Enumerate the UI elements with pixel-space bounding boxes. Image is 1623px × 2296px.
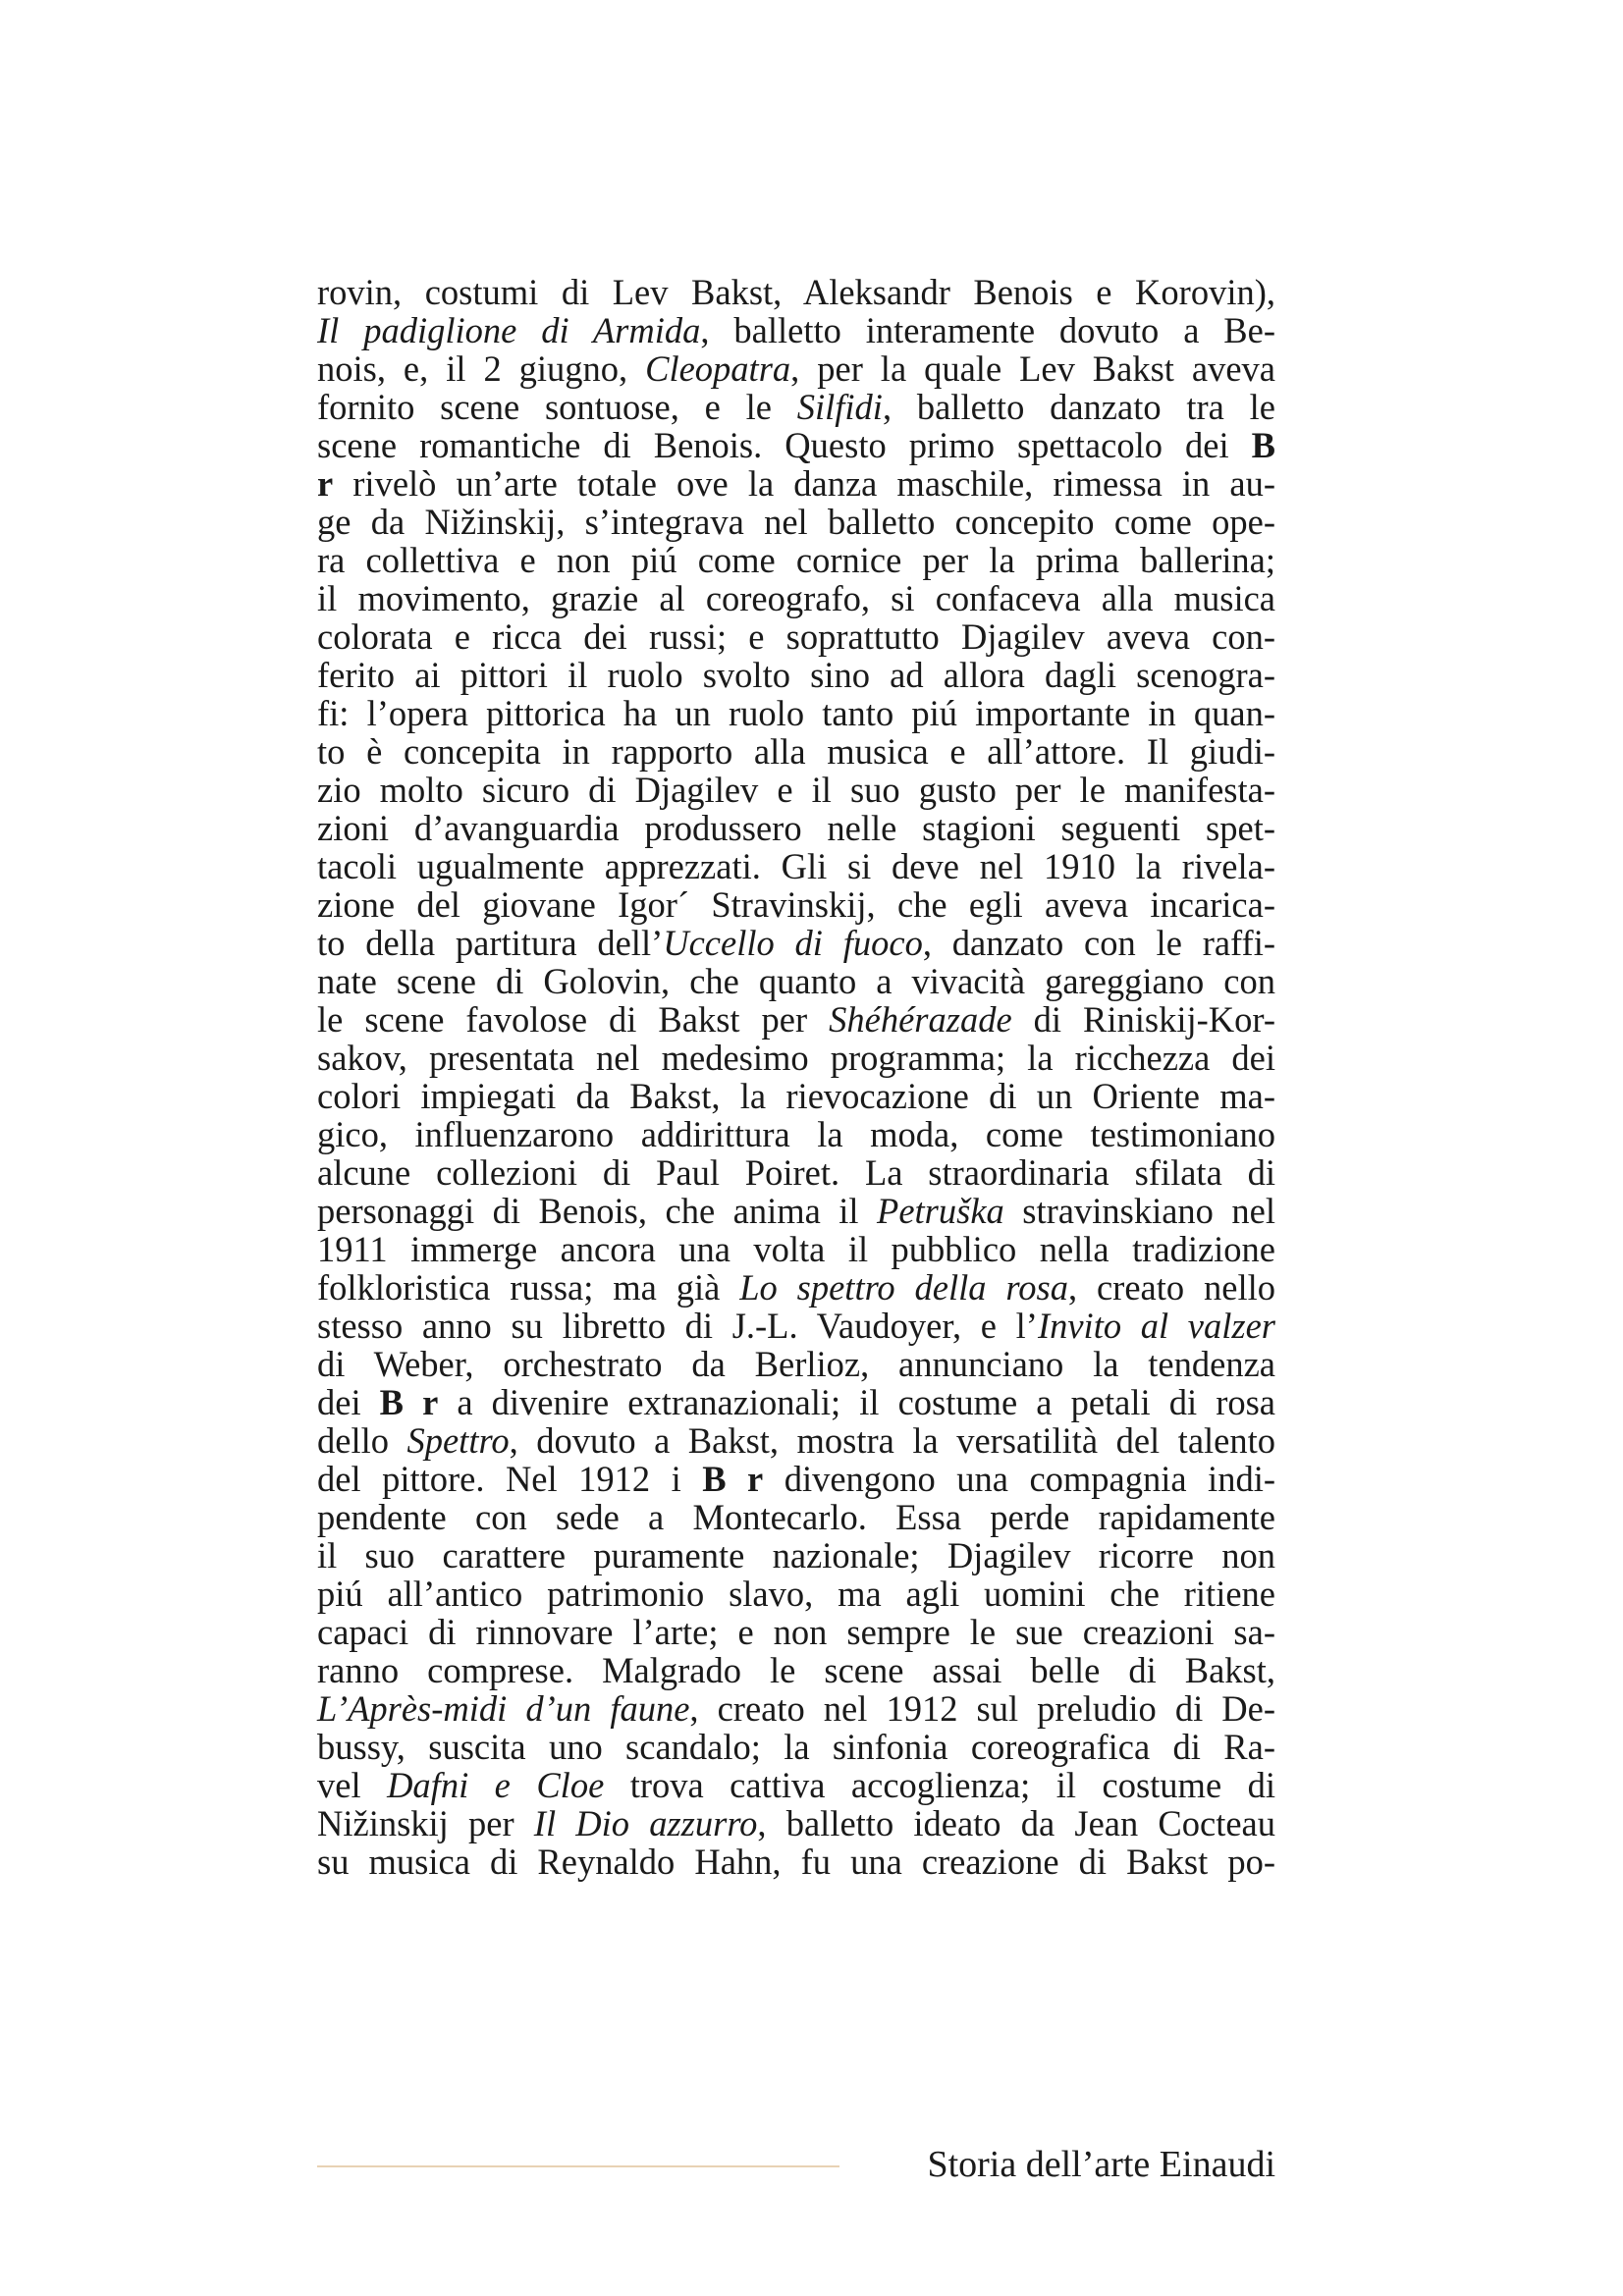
text-run: ra collettiva e non piú come cornice per la prima ballerina; — [317, 540, 1275, 580]
text-run: piú all’antico patrimonio slavo, ma agli uomini che ritiene — [317, 1574, 1275, 1614]
text-run: ferito ai pittori il ruolo svolto sino ad allora dagli scenogra- — [317, 655, 1275, 695]
text-line — [317, 1153, 1275, 1192]
text-line — [317, 1575, 1275, 1613]
text-line — [317, 1307, 1275, 1345]
text-run: zione del giovane Igor´ Stravinskij, che egli aveva incarica- — [317, 884, 1275, 925]
italic-title: L’Après-midi d’un faune — [317, 1688, 690, 1729]
text-run: rivelò un’arte totale ove la danza maschile, rimessa in au- — [333, 463, 1275, 504]
text-line — [317, 809, 1275, 847]
text-run: , balletto interamente dovuto a Be- — [700, 310, 1276, 350]
text-run: , balletto danzato tra le — [882, 387, 1275, 427]
text-run: Nižinskij per — [317, 1803, 534, 1843]
text-line — [317, 541, 1275, 579]
text-line — [317, 1651, 1275, 1689]
text-line — [317, 349, 1275, 388]
italic-title: Il padiglione di Armida — [317, 310, 701, 350]
text-run: to della partitura dell’ — [317, 923, 664, 963]
text-run: fornito scene sontuose, e le — [317, 387, 797, 427]
text-line — [317, 1268, 1275, 1307]
text-run: fi: l’opera pittorica ha un ruolo tanto piú importante in quan- — [317, 693, 1275, 733]
text-run: dello — [317, 1420, 407, 1461]
text-line — [317, 656, 1275, 694]
text-run: , creato nel 1912 sul preludio di De- — [689, 1688, 1276, 1729]
text-run: personaggi di Benois, che anima il — [317, 1191, 878, 1231]
italic-title: Petruška — [877, 1191, 1004, 1231]
text-run: divengono una compagnia indi- — [763, 1459, 1275, 1499]
footer-title: Storia dell’arte Einaudi — [927, 2144, 1275, 2185]
text-run: , dovuto a Bakst, mostra la versatilità del talento — [509, 1420, 1276, 1461]
text-line — [317, 311, 1275, 349]
text-run: del pittore. Nel 1912 i — [317, 1459, 703, 1499]
text-line — [317, 885, 1275, 924]
text-line — [317, 1613, 1275, 1651]
text-run: folkloristica russa; ma già — [317, 1267, 740, 1308]
text-run: scene romantiche di Benois. Questo primo spettacolo dei — [317, 425, 1252, 465]
text-line — [317, 1421, 1275, 1460]
text-line — [317, 1115, 1275, 1153]
text-line — [317, 579, 1275, 617]
text-run: dei — [317, 1382, 380, 1422]
text-run: bussy, suscita uno scandalo; la sinfonia coreografica di Ra- — [317, 1727, 1275, 1767]
text-line — [317, 1498, 1275, 1536]
text-line — [317, 273, 1275, 311]
text-run: , balletto ideato da Jean Cocteau — [757, 1803, 1275, 1843]
text-line — [317, 1230, 1275, 1268]
text-run: su musica di Reynaldo Hahn, fu una creazione di Bakst po- — [317, 1842, 1275, 1882]
text-run: rovin, costumi di Lev Bakst, Aleksandr Benois e Korovin), — [317, 272, 1275, 312]
text-line — [317, 732, 1275, 771]
text-run: pendente con sede a Montecarlo. Essa perde rapidamente — [317, 1497, 1275, 1537]
text-line — [317, 617, 1275, 656]
italic-title: Spettro — [406, 1420, 510, 1461]
text-run: il movimento, grazie al coreografo, si confaceva alla musica — [317, 578, 1275, 618]
text-run: ge da Nižinskij, s’integrava nel balletto concepito come ope- — [317, 502, 1275, 542]
text-line — [317, 1383, 1275, 1421]
text-line — [317, 1460, 1275, 1498]
text-run: vel — [317, 1765, 388, 1805]
text-line — [317, 962, 1275, 1000]
text-run: capaci di rinnovare l’arte; e non sempre le sue creazioni sa- — [317, 1612, 1275, 1652]
text-run: tacoli ugualmente apprezzati. Gli si deve nel 1910 la rivela- — [317, 846, 1275, 886]
text-run: stesso anno su libretto di J.-L. Vaudoyer, e l’ — [317, 1306, 1038, 1346]
text-line — [317, 388, 1275, 426]
text-line — [317, 924, 1275, 962]
text-line — [317, 1689, 1275, 1728]
text-line — [317, 1077, 1275, 1115]
text-run: , per la quale Lev Bakst aveva — [790, 348, 1276, 389]
text-run: trova cattiva accoglienza; il costume di — [604, 1765, 1275, 1805]
italic-title: Cleopatra — [645, 348, 791, 389]
text-run: colorata e ricca dei russi; e soprattutto Djagilev aveva con- — [317, 616, 1275, 657]
text-run: sakov, presentata nel medesimo programma; la ricchezza dei — [317, 1038, 1275, 1078]
text-run: to è concepita in rapporto alla musica e all’attore. Il giudi- — [317, 731, 1275, 772]
italic-title: Silfidi — [796, 387, 883, 427]
text-run: colori impiegati da Bakst, la rievocazione di un Oriente ma- — [317, 1076, 1275, 1116]
bold-abbreviation: B — [1251, 425, 1275, 465]
text-run: alcune collezioni di Paul Poiret. La straordinaria sfilata di — [317, 1152, 1275, 1193]
text-line — [317, 1192, 1275, 1230]
text-run: stravinskiano nel — [1003, 1191, 1275, 1231]
text-line — [317, 464, 1275, 503]
text-run: le scene favolose di Bakst per — [317, 999, 830, 1040]
text-line — [317, 694, 1275, 732]
text-run: , danzato con le raffi- — [922, 923, 1275, 963]
text-line — [317, 1536, 1275, 1575]
italic-title: Invito al valzer — [1037, 1306, 1275, 1346]
italic-title: Lo spettro della rosa — [739, 1267, 1068, 1308]
bold-abbreviation: r — [317, 463, 334, 504]
text-line — [317, 771, 1275, 809]
text-line — [317, 426, 1275, 464]
text-run: ranno comprese. Malgrado le scene assai belle di Bakst, — [317, 1650, 1275, 1690]
body-text — [317, 273, 1275, 1881]
footer-divider — [317, 2165, 839, 2167]
text-line — [317, 503, 1275, 541]
italic-title: Uccello di fuoco — [663, 923, 923, 963]
text-line — [317, 1039, 1275, 1077]
text-line — [317, 1345, 1275, 1383]
text-run: , creato nello — [1067, 1267, 1275, 1308]
italic-title: Shéhérazade — [829, 999, 1012, 1040]
text-run: a divenire extranazionali; il costume a petali di rosa — [438, 1382, 1276, 1422]
text-run: 1911 immerge ancora una volta il pubblico nella tradizione — [317, 1229, 1275, 1269]
text-run: gico, influenzarono addirittura la moda, come testimoniano — [317, 1114, 1275, 1154]
text-run: zio molto sicuro di Djagilev e il suo gusto per le manifesta- — [317, 770, 1275, 810]
text-run: il suo carattere puramente nazionale; Djagilev ricorre non — [317, 1535, 1275, 1575]
text-run: zioni d’avanguardia produssero nelle stagioni seguenti spet- — [317, 808, 1275, 848]
text-line — [317, 1766, 1275, 1804]
text-line — [317, 847, 1275, 885]
text-line — [317, 1728, 1275, 1766]
bold-abbreviation: B r — [379, 1382, 439, 1422]
text-run: di Weber, orchestrato da Berlioz, annunciano la tendenza — [317, 1344, 1275, 1384]
text-run: di Riniskij-Kor- — [1011, 999, 1275, 1040]
text-run: nate scene di Golovin, che quanto a vivacità gareggiano con — [317, 961, 1275, 1001]
text-run: nois, e, il 2 giugno, — [317, 348, 646, 389]
italic-title: Il Dio azzurro — [533, 1803, 758, 1843]
bold-abbreviation: B r — [702, 1459, 764, 1499]
italic-title: Dafni e Cloe — [387, 1765, 605, 1805]
text-line — [317, 1842, 1275, 1881]
text-line — [317, 1804, 1275, 1842]
text-line — [317, 1000, 1275, 1039]
